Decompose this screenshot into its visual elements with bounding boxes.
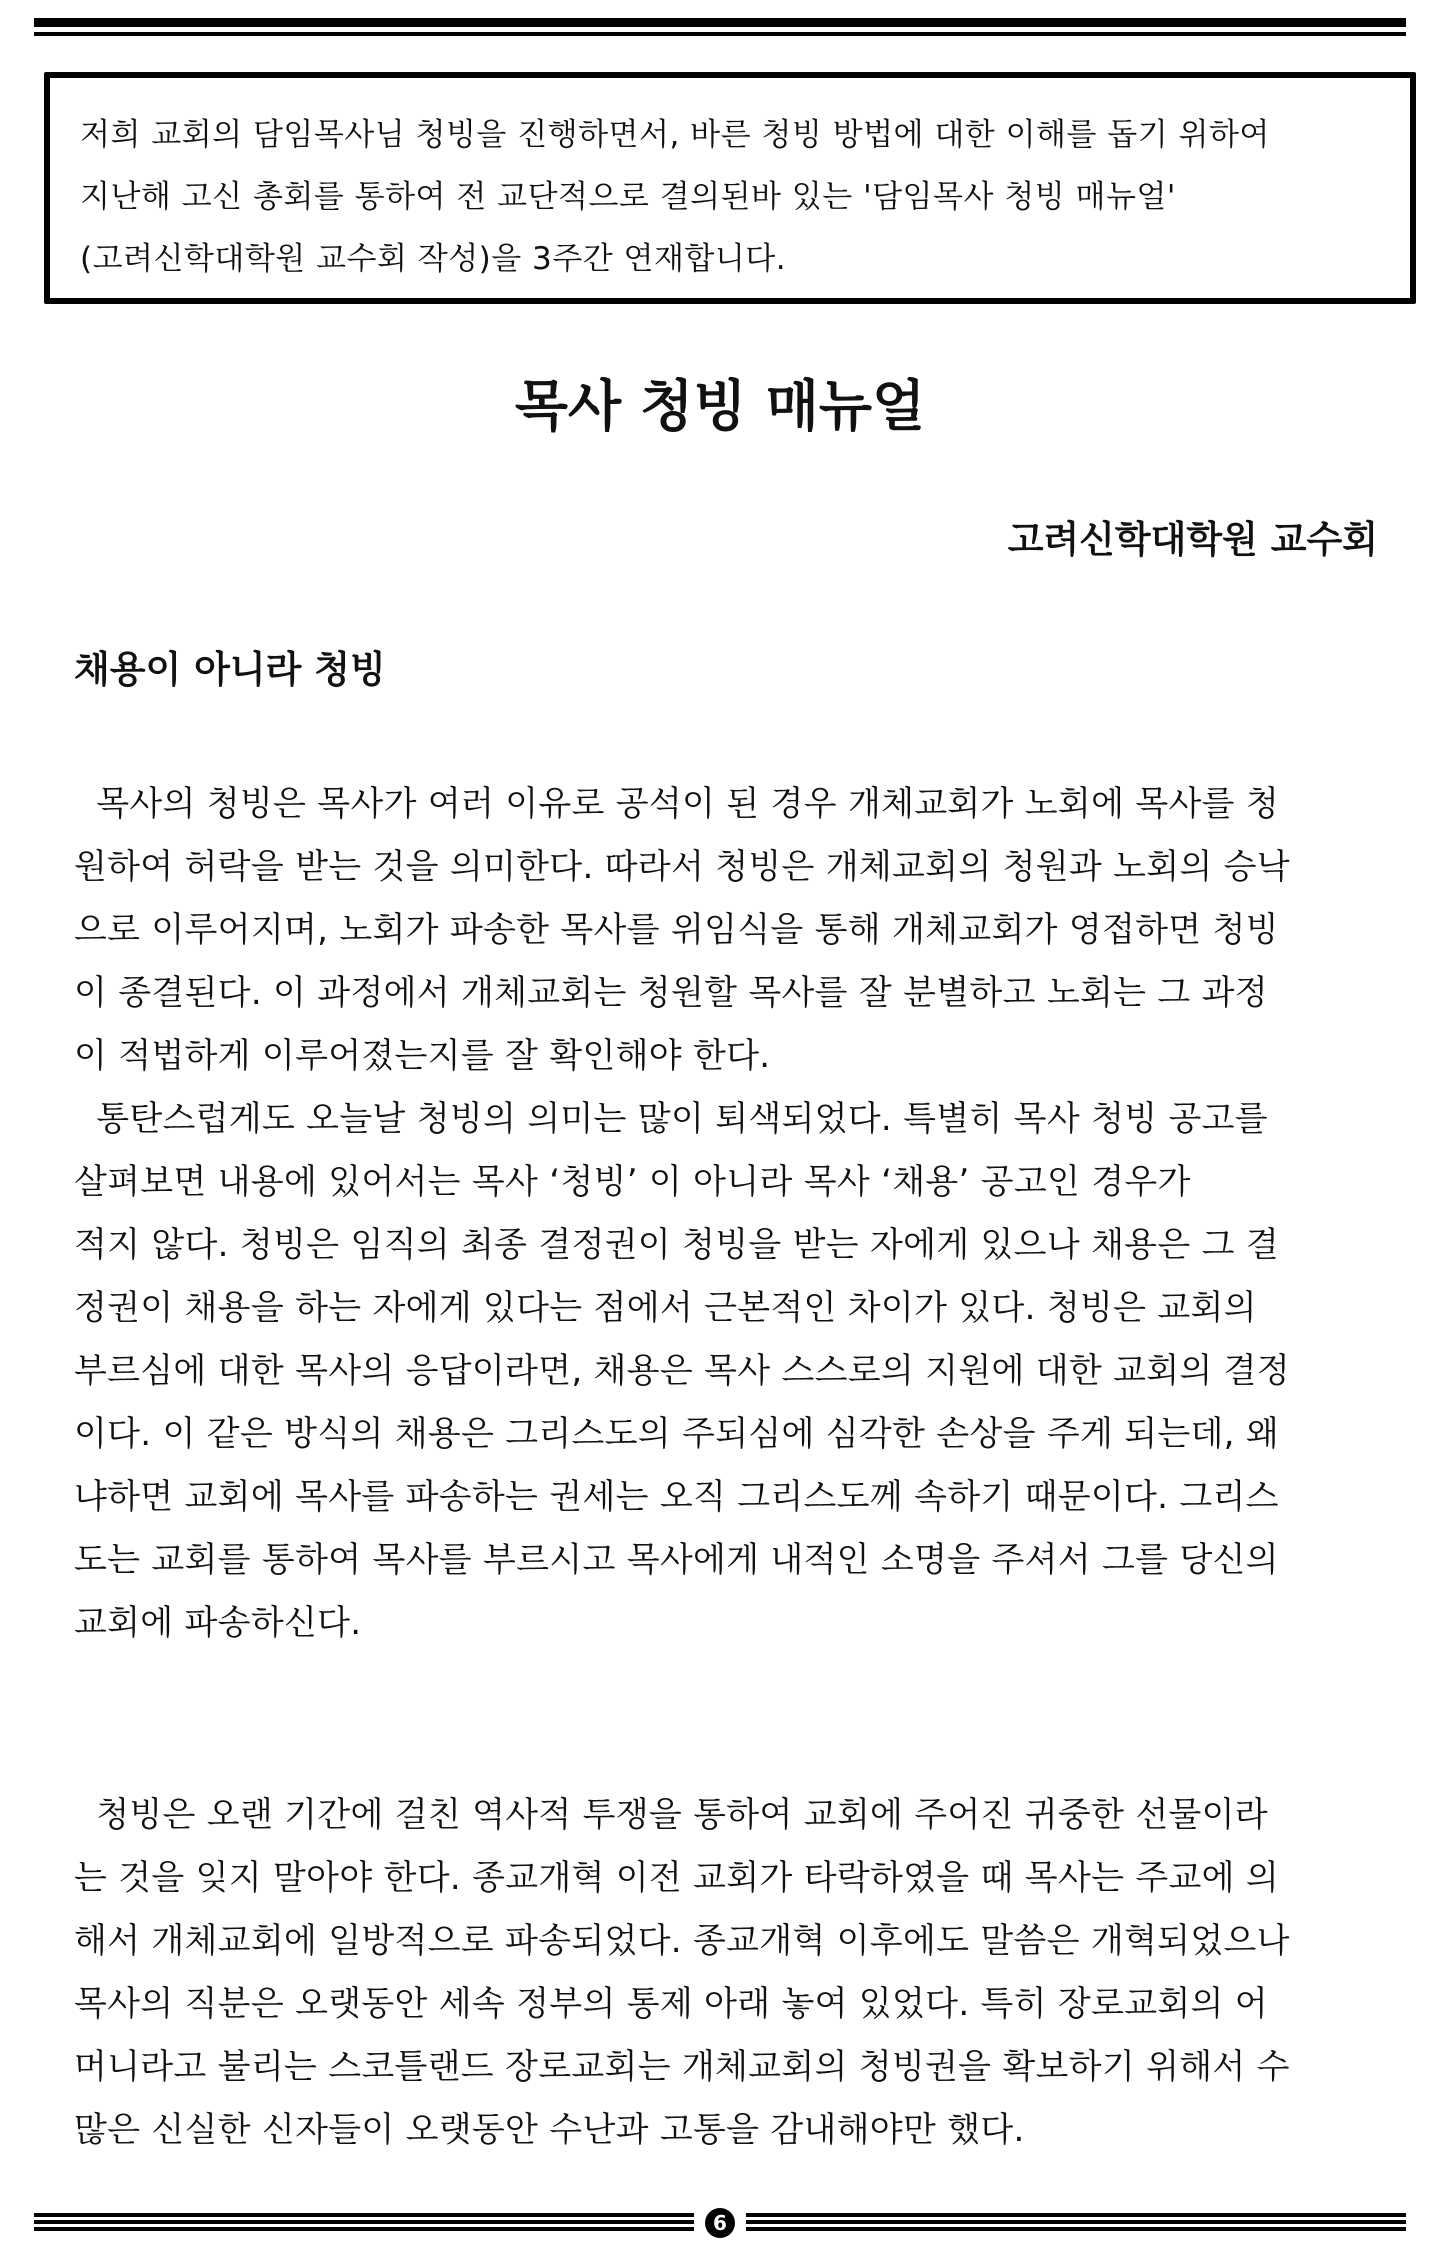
text-line: 이 종결된다. 이 과정에서 개체교회는 청원할 목사를 잘 분별하고 노회는 그 과정 xyxy=(74,973,1268,1013)
text-line: 해서 개체교회에 일방적으로 파송되었다. 종교개혁 이후에도 말씀은 개혁되었으나 xyxy=(74,1921,1290,1961)
bottom-rule-bar xyxy=(746,2220,1406,2224)
document-title: 목사 청빙 매뉴얼 xyxy=(514,374,926,438)
text-line: 살펴보면 내용에 있어서는 목사 ‘청빙’ 이 아니라 목사 ‘채용’ 공고인 경우가 xyxy=(74,1162,1191,1202)
bottom-rule-bar xyxy=(34,2213,694,2217)
section-heading: 채용이 아니라 청빙 xyxy=(74,648,386,691)
page-number-badge: 6 xyxy=(705,2208,735,2238)
top-rule-thick xyxy=(34,18,1406,27)
text-line: 으로 이루어지며, 노회가 파송한 목사를 위임식을 통해 개체교회가 영접하면 청빙 xyxy=(74,910,1279,950)
text-line: 원하여 허락을 받는 것을 의미한다. 따라서 청빙은 개체교회의 청원과 노회의 승낙 xyxy=(74,847,1290,887)
text-line: 많은 신실한 신자들이 오랫동안 수난과 고통을 감내해야만 했다. xyxy=(74,2110,1025,2150)
text-line: 이다. 이 같은 방식의 채용은 그리스도의 주되심에 심각한 손상을 주게 되는데, 왜 xyxy=(74,1414,1280,1454)
bottom-rule-bar xyxy=(34,2227,694,2231)
text-line: 적지 않다. 청빙은 임직의 최종 결정권이 청빙을 받는 자에게 있으나 채용은 그 결 xyxy=(74,1225,1280,1265)
bottom-rule-bar xyxy=(34,2220,694,2224)
text-line: 이 적법하게 이루어졌는지를 잘 확인해야 한다. xyxy=(74,1036,771,1076)
text-line: 교회에 파송하신다. xyxy=(74,1603,362,1643)
notice-line: (고려신학대학원 교수회 작성)을 3주간 연재합니다. xyxy=(80,241,787,277)
text-line: 도는 교회를 통하여 목사를 부르시고 목사에게 내적인 소명을 주셔서 그를 당신의 xyxy=(74,1540,1279,1580)
text-line: 는 것을 잊지 말아야 한다. 종교개혁 이전 교회가 타락하였을 때 목사는 주교에 의 xyxy=(74,1858,1280,1898)
text-line: 부르심에 대한 목사의 응답이라면, 채용은 목사 스스로의 지원에 대한 교회의 결정 xyxy=(74,1351,1290,1391)
notice-line: 지난해 고신 총회를 통하여 전 교단적으로 결의된바 있는 '담임목사 청빙 매뉴얼' xyxy=(80,179,1176,215)
body-paragraph-b xyxy=(74,1784,1366,2162)
notice-line: 저희 교회의 담임목사님 청빙을 진행하면서, 바른 청빙 방법에 대한 이해를 돕기 위하여 xyxy=(80,117,1270,153)
text-line: 목사의 직분은 오랫동안 세속 정부의 통제 아래 놓여 있었다. 특히 장로교회의 어 xyxy=(74,1984,1268,2024)
body-paragraph-a xyxy=(74,773,1366,1655)
text-line: 목사의 청빙은 목사가 여러 이유로 공석이 된 경우 개체교회가 노회에 목사를 청 xyxy=(74,784,1280,824)
top-rule-thin xyxy=(34,32,1406,36)
top-double-rule xyxy=(34,18,1406,42)
author-label: 고려신학대학원 교수회 xyxy=(1007,518,1378,561)
text-line: 정권이 채용을 하는 자에게 있다는 점에서 근본적인 차이가 있다. 청빙은 교회의 xyxy=(74,1288,1257,1328)
text-line: 머니라고 불리는 스코틀랜드 장로교회는 개체교회의 청빙권을 확보하기 위해서 수 xyxy=(74,2047,1290,2087)
text-line: 통탄스럽게도 오늘날 청빙의 의미는 많이 퇴색되었다. 특별히 목사 청빙 공고를 xyxy=(74,1099,1268,1139)
text-line: 냐하면 교회에 목사를 파송하는 권세는 오직 그리스도께 속하기 때문이다. 그리스 xyxy=(74,1477,1279,1517)
bottom-rule-bar xyxy=(746,2227,1406,2231)
bottom-rule xyxy=(34,2208,1406,2238)
notice-box xyxy=(44,72,1416,304)
text-line: 청빙은 오랜 기간에 걸친 역사적 투쟁을 통하여 교회에 주어진 귀중한 선물이라 xyxy=(74,1795,1268,1835)
bottom-rule-bar xyxy=(746,2213,1406,2217)
